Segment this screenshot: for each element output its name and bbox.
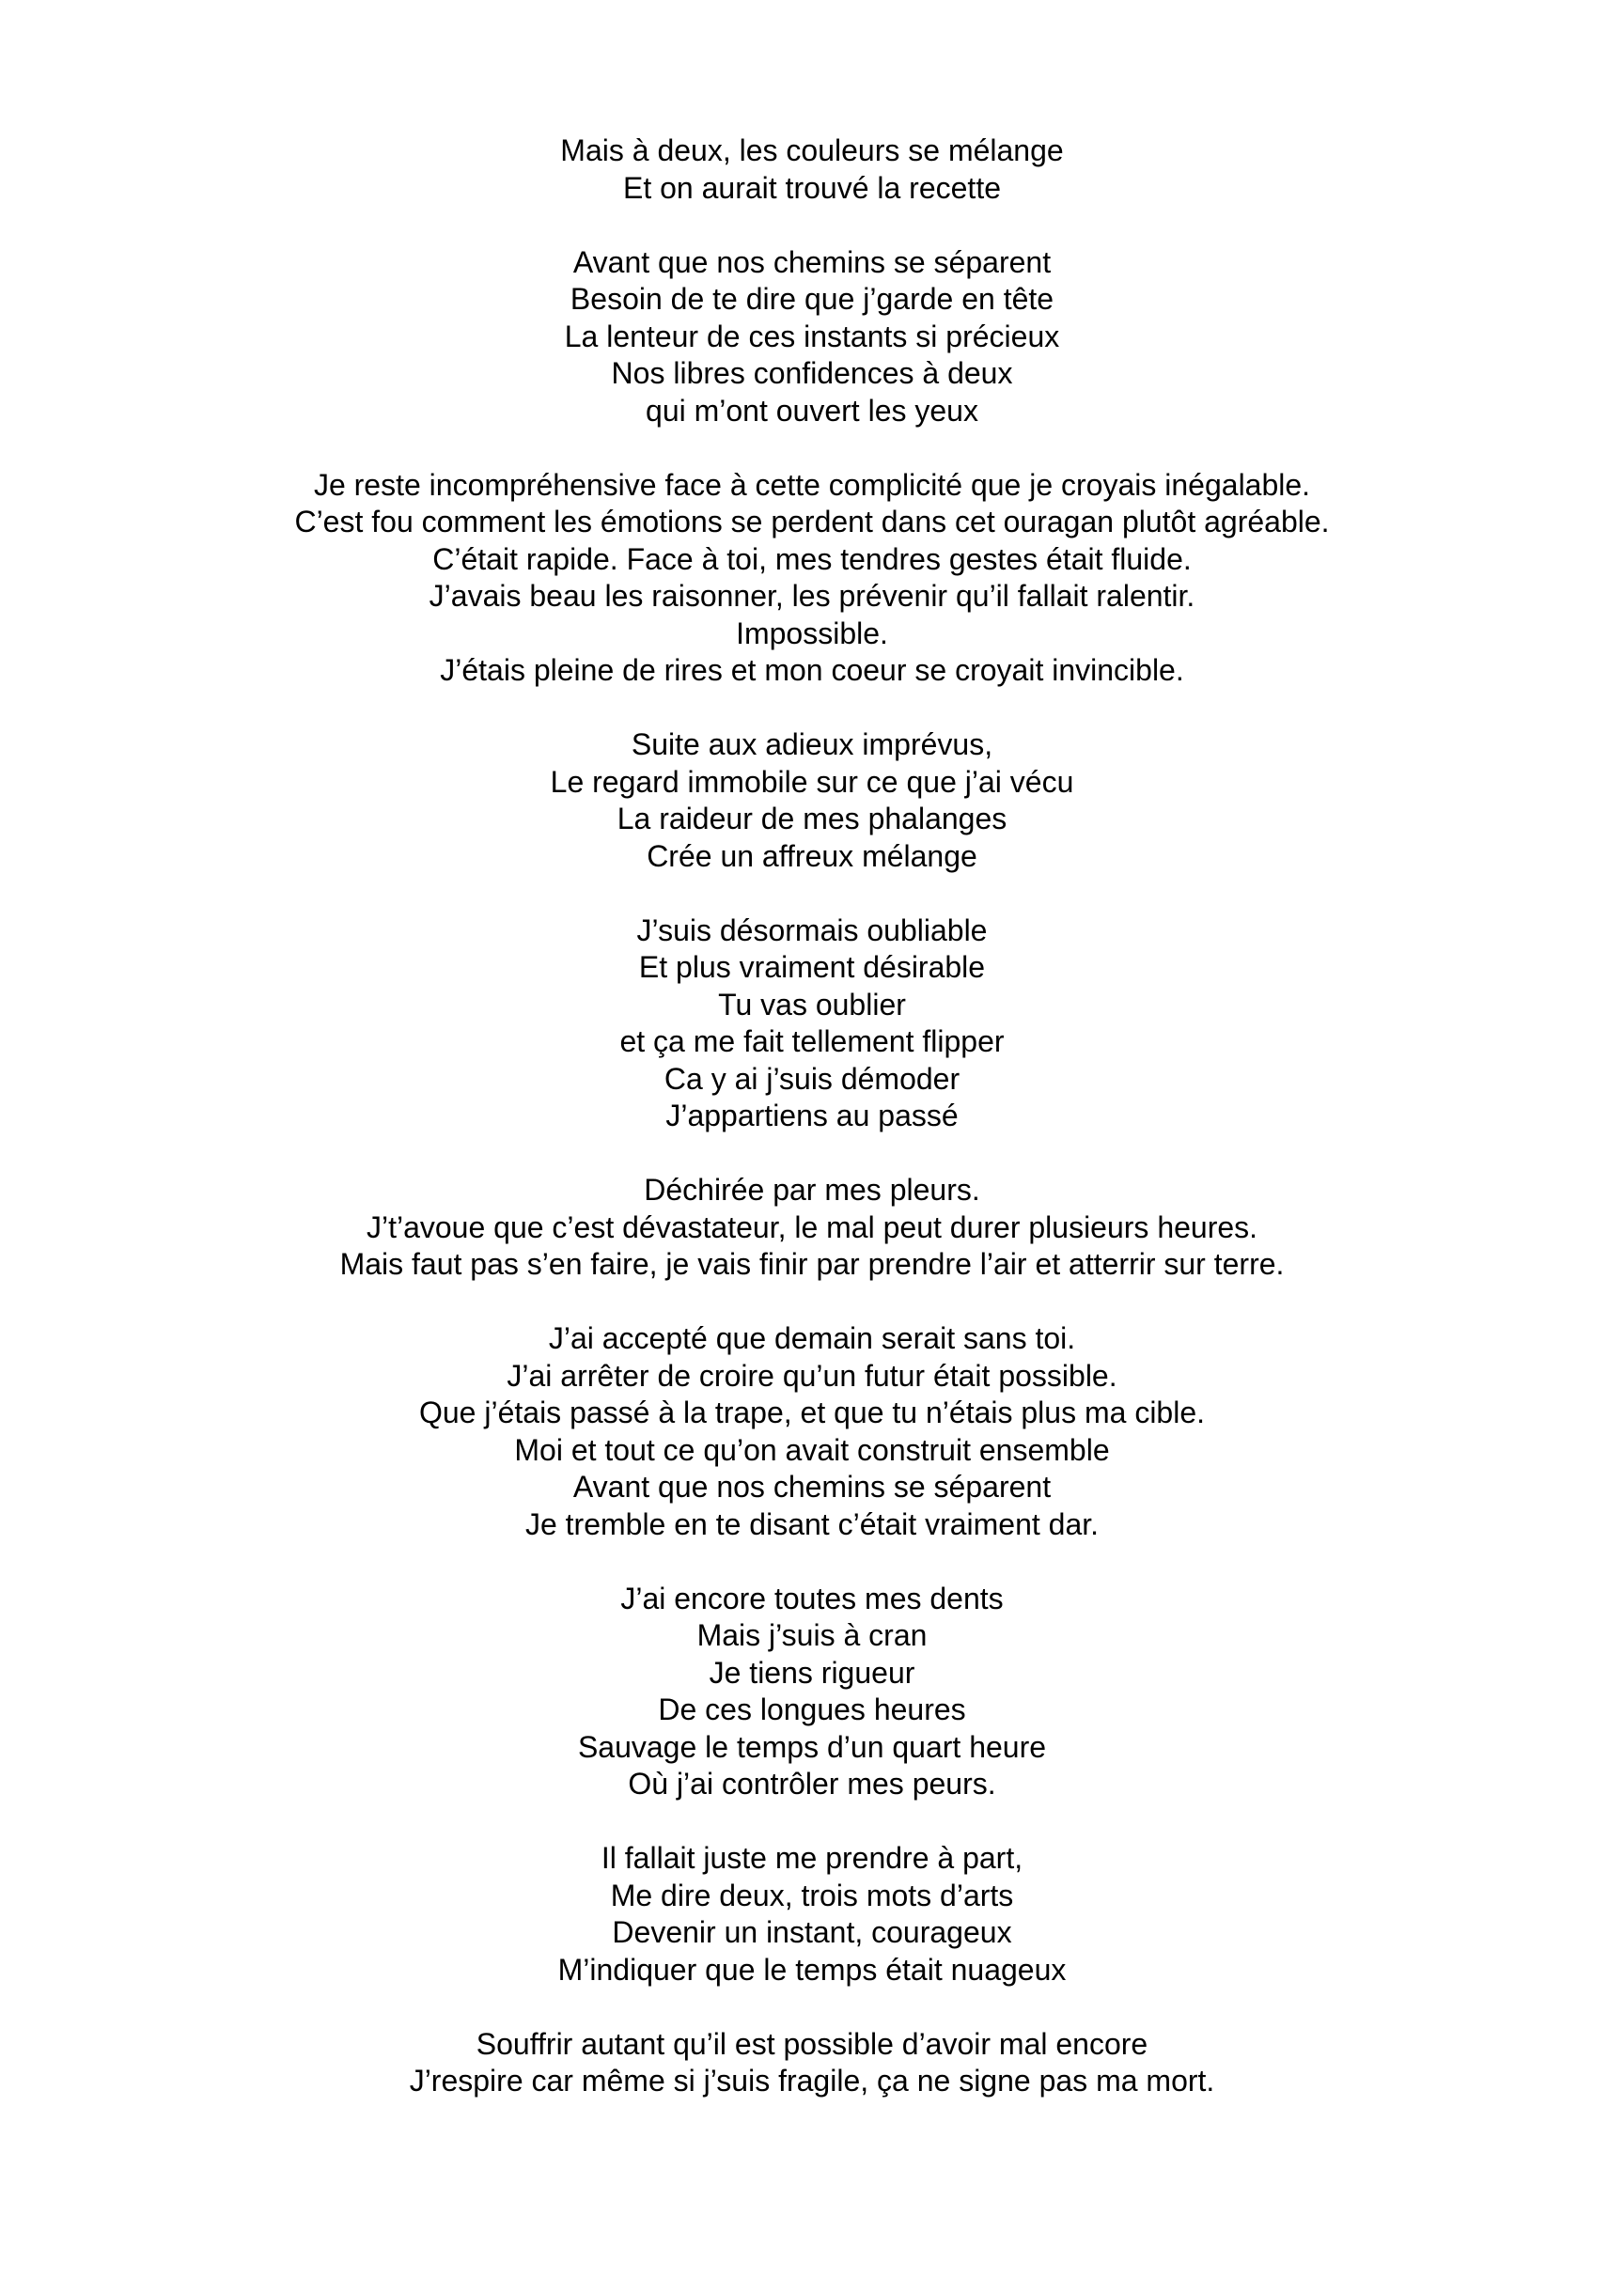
poem-line: La lenteur de ces instants si précieux	[564, 319, 1060, 353]
poem-line: Déchirée par mes pleurs.	[644, 1173, 980, 1207]
poem-line: Et on aurait trouvé la recette	[623, 170, 1001, 205]
poem-line: Me dire deux, trois mots d’arts	[610, 1878, 1014, 1912]
poem-line: Je reste incompréhensive face à cette complicité que je croyais inégalable.	[313, 467, 1311, 502]
poem-line: Mais à deux, les couleurs se mélange	[560, 133, 1064, 167]
poem-line: M’indiquer que le temps était nuageux	[557, 1952, 1067, 1987]
poem-line: et ça me fait tellement flipper	[619, 1024, 1005, 1058]
poem-line: J’avais beau les raisonner, les prévenir qu’il fallait ralentir.	[429, 579, 1195, 613]
poem-line: Avant que nos chemins se séparent	[572, 1470, 1052, 1504]
poem-page	[0, 133, 1624, 2100]
stanza	[0, 726, 1624, 875]
poem-line: Mais faut pas s’en faire, je vais finir par prendre l’air et atterrir sur terre.	[339, 1247, 1285, 1281]
stanza	[0, 467, 1624, 690]
poem-line: Le regard immobile sur ce que j’ai vécu	[550, 764, 1074, 799]
poem-line: J’étais pleine de rires et mon coeur se croyait invincible.	[440, 653, 1184, 687]
stanza	[0, 1581, 1624, 1803]
poem-line: qui m’ont ouvert les yeux	[646, 393, 978, 428]
poem-line: Sauvage le temps d’un quart heure	[577, 1729, 1047, 1764]
stanza	[0, 2026, 1624, 2100]
poem-line: Impossible.	[736, 616, 888, 650]
poem-line: J’t’avoue que c’est dévastateur, le mal peut durer plusieurs heures.	[366, 1209, 1258, 1244]
poem-line: J’ai encore toutes mes dents	[620, 1581, 1004, 1615]
poem-line: Ca y ai j’suis démoder	[664, 1061, 960, 1096]
poem-line: Et plus vraiment désirable	[638, 950, 986, 984]
poem-line: J’ai arrêter de croire qu’un futur était possible.	[507, 1358, 1117, 1393]
poem-line: Avant que nos chemins se séparent	[572, 244, 1052, 279]
poem-line: Moi et tout ce qu’on avait construit ensemble	[514, 1432, 1110, 1467]
poem-line: Tu vas oublier	[718, 987, 906, 1022]
poem-line: J’ai accepté que demain serait sans toi.	[548, 1321, 1076, 1355]
stanza	[0, 133, 1624, 207]
poem-line: Mais j’suis à cran	[696, 1618, 928, 1652]
poem-line: Que j’étais passé à la trape, et que tu n’étais plus ma cible.	[418, 1396, 1206, 1429]
stanza	[0, 244, 1624, 430]
poem-line: J’appartiens au passé	[665, 1099, 959, 1132]
poem-line: Je tremble en te disant c’était vraiment dar.	[524, 1506, 1100, 1541]
poem-line: Besoin de te dire que j’garde en tête	[570, 282, 1054, 316]
poem-line: Souffrir autant qu’il est possible d’avoir mal encore	[476, 2026, 1148, 2061]
stanza	[0, 913, 1624, 1135]
poem-line: Suite aux adieux imprévus,	[631, 727, 993, 761]
poem-line: Il fallait juste me prendre à part,	[601, 1841, 1023, 1875]
poem-line: Devenir un instant, courageux	[612, 1915, 1012, 1949]
poem-line: Je tiens rigueur	[709, 1655, 915, 1690]
poem-line: C’était rapide. Face à toi, mes tendres gestes était fluide.	[432, 541, 1192, 576]
poem-line: J’respire car même si j’suis fragile, ça ne signe pas ma mort.	[409, 2064, 1215, 2098]
poem-line: C’est fou comment les émotions se perdent dans cet ouragan plutôt agréable.	[294, 505, 1330, 538]
poem-body	[0, 133, 1624, 2100]
stanza	[0, 1320, 1624, 1543]
poem-line: J’suis désormais oubliable	[636, 913, 988, 947]
poem-line: Nos libres confidences à deux	[611, 356, 1013, 390]
poem-line: Où j’ai contrôler mes peurs.	[628, 1767, 996, 1801]
poem-line: De ces longues heures	[658, 1692, 966, 1726]
poem-line: La raideur de mes phalanges	[617, 802, 1007, 835]
stanza	[0, 1172, 1624, 1284]
poem-line: Crée un affreux mélange	[647, 838, 977, 873]
stanza	[0, 1840, 1624, 1989]
